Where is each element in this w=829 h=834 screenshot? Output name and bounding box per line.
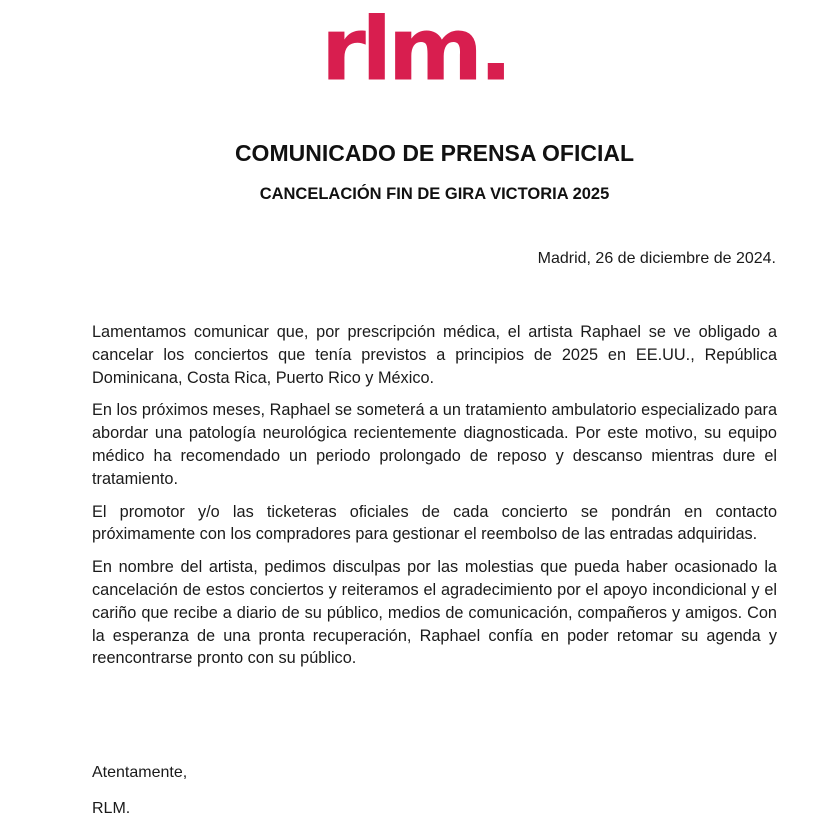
closing-salutation: Atentamente, xyxy=(92,764,188,781)
document-subtitle: CANCELACIÓN FIN DE GIRA VICTORIA 2025 xyxy=(259,185,610,203)
document-title: COMUNICADO DE PRENSA OFICIAL xyxy=(234,140,635,166)
paragraph-2: En los próximos meses, Raphael se someterá a un tratamiento ambulatorio especializado para abordar una patología neurológica recientemente diagnosticada. Por este motivo, su equipo médico ha recomendado un periodo prolongado de reposo y descanso mientras dure el tratamiento. xyxy=(92,401,777,488)
body-text xyxy=(92,321,777,680)
dateline: Madrid, 26 de diciembre de 2024. xyxy=(537,250,776,267)
paragraph-1: Lamentamos comunicar que, por prescripción médica, el artista Raphael se ve obligado a cancelar los conciertos que tenía previstos a principios de 2025 en EE.UU., República Dominicana, Costa Rica, Puerto Rico y México. xyxy=(92,323,777,387)
paragraph-3: El promotor y/o las ticketeras oficiales de cada concierto se pondrán en contacto próximamente con los compradores para gestionar el reembolso de las entradas adquiridas. xyxy=(92,502,777,544)
paragraph-4: En nombre del artista, pedimos disculpas por las molestias que pueda haber ocasionado la cancelación de estos conciertos y reiteramos el agradecimiento por el apoyo incondicional y el cariño que recibe a diario de su público, medios de comunicación, compañeros y amigos. Con la esperanza de una pronta recuperación, Raphael confía en poder retomar su agenda y reencontrarse pronto con su público. xyxy=(92,558,777,668)
signature: RLM. xyxy=(92,800,131,817)
logo-wordmark: rlm. xyxy=(320,0,509,101)
rlm-logo xyxy=(0,0,829,101)
